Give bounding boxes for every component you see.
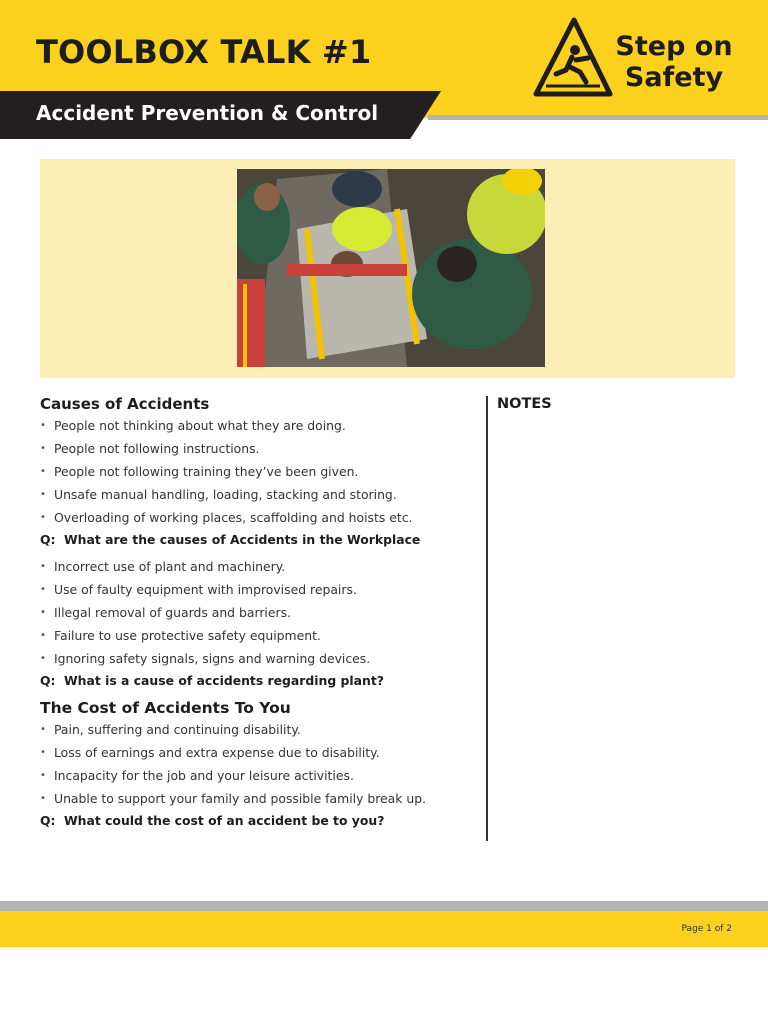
- question-2: [40, 670, 480, 692]
- list-item: • Pain, suffering and continuing disability.: [40, 718, 480, 741]
- list-item: • Loss of earnings and extra expense due to disability.: [40, 741, 480, 764]
- list-item: • People not thinking about what they are doing.: [40, 414, 480, 437]
- question-label: Q:: [40, 532, 56, 547]
- stretcher-rescue-photo: [237, 169, 545, 367]
- list-item: • Incapacity for the job and your leisure activities.: [40, 764, 480, 787]
- question-3: [40, 810, 480, 832]
- question-text: What could the cost of an accident be to you?: [64, 813, 385, 828]
- page-number: Page 1 of 2: [681, 924, 732, 934]
- logo-text: [615, 31, 733, 93]
- causes-heading: Causes of Accidents: [40, 395, 210, 413]
- page-title: TOOLBOX TALK #1: [36, 33, 372, 71]
- list-item: • Unsafe manual handling, loading, stacking and storing.: [40, 483, 480, 506]
- cost-heading: The Cost of Accidents To You: [40, 699, 291, 717]
- list-item: • Unable to support your family and possible family break up.: [40, 787, 480, 810]
- causes-list: [40, 414, 480, 529]
- list-item: • People not following instructions.: [40, 437, 480, 460]
- list-item: • Incorrect use of plant and machinery.: [40, 555, 480, 578]
- list-item: • Illegal removal of guards and barriers.: [40, 601, 480, 624]
- footer-gray-band: [0, 901, 768, 911]
- question-label: Q:: [40, 673, 56, 688]
- logo-line-1: Step on: [615, 31, 733, 62]
- list-item: • Failure to use protective safety equipment.: [40, 624, 480, 647]
- question-text: What are the causes of Accidents in the Workplace: [64, 532, 421, 547]
- list-item: • Use of faulty equipment with improvised repairs.: [40, 578, 480, 601]
- question-1: [40, 529, 480, 551]
- column-divider: [486, 396, 488, 841]
- notes-heading: NOTES: [497, 396, 552, 412]
- plant-list: [40, 555, 480, 670]
- logo-line-2: Safety: [624, 62, 724, 93]
- header-divider: [428, 115, 768, 120]
- list-item: • Ignoring safety signals, signs and warning devices.: [40, 647, 480, 670]
- list-item: • Overloading of working places, scaffolding and hoists etc.: [40, 506, 480, 529]
- footer-yellow-band: [0, 911, 768, 947]
- question-label: Q:: [40, 813, 56, 828]
- page-subtitle: Accident Prevention & Control: [36, 101, 379, 125]
- question-text: What is a cause of accidents regarding plant?: [64, 673, 384, 688]
- left-column: [40, 394, 480, 832]
- list-item: • People not following training they’ve been given.: [40, 460, 480, 483]
- cost-list: [40, 718, 480, 810]
